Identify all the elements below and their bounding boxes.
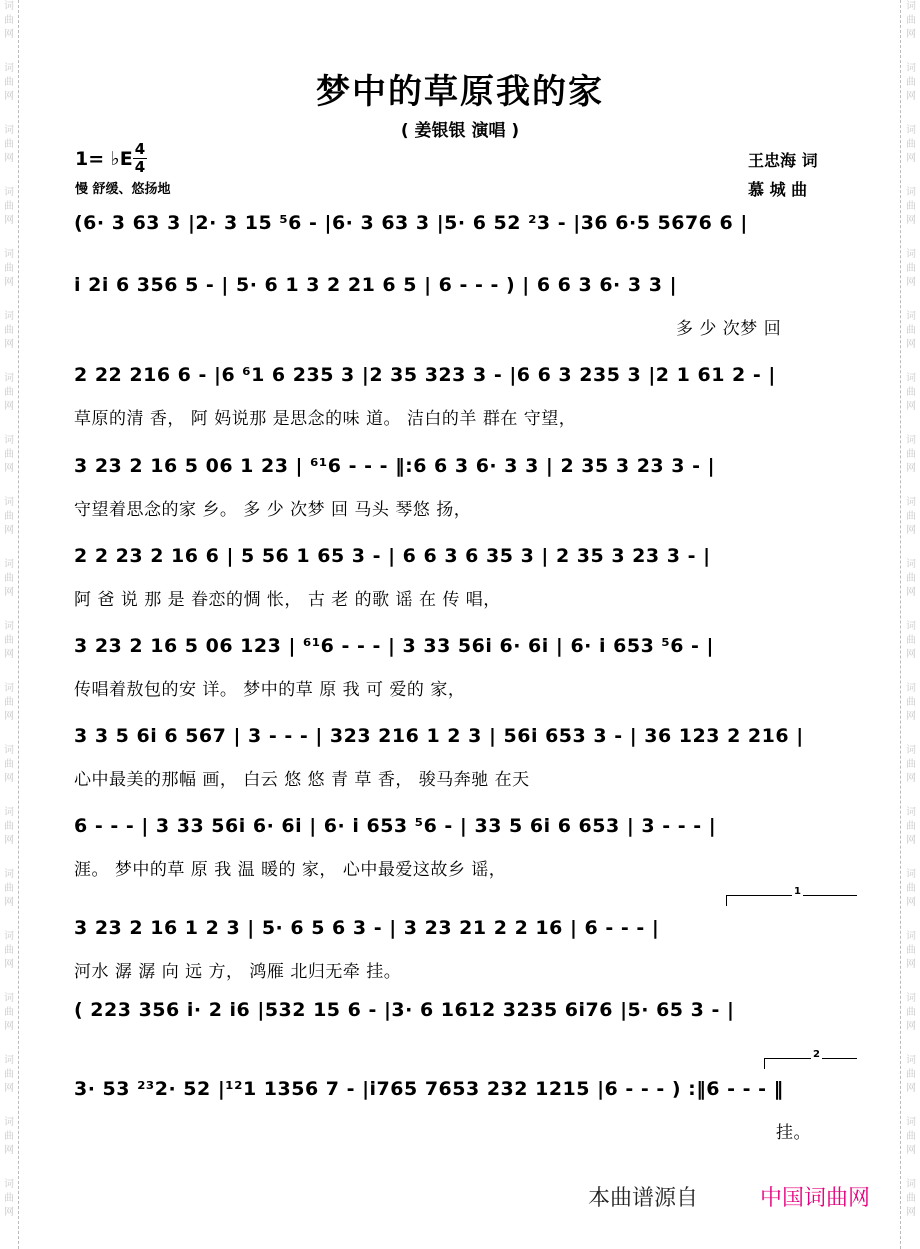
- watermark-char: 曲: [906, 945, 916, 956]
- watermark-gap: [1, 1034, 17, 1054]
- watermark-char: 网: [906, 153, 916, 164]
- watermark-char: 网: [906, 587, 916, 598]
- watermark-char: 词: [906, 435, 916, 446]
- watermark-char: 网: [906, 835, 916, 846]
- watermark-char: 曲: [4, 883, 14, 894]
- watermark-char: 网: [4, 339, 14, 350]
- lyric-row-6: 传唱着敖包的安 详。 梦中的草 原 我 可 爱的 家，: [74, 680, 466, 700]
- watermark-char: 网: [906, 339, 916, 350]
- watermark-char: 词: [4, 249, 14, 260]
- watermark-gap: [903, 352, 919, 372]
- watermark-char: 网: [4, 1207, 14, 1218]
- volta-label-2: 2: [813, 1049, 820, 1060]
- time-signature: [133, 142, 147, 175]
- watermark-char: 词: [906, 931, 916, 942]
- lyric-row-8: 涯。 梦中的草 原 我 温 暖的 家， 心中最爱这故乡 谣，: [74, 860, 507, 880]
- watermark-char: 曲: [4, 1007, 14, 1018]
- watermark-gap: [1, 1158, 17, 1178]
- watermark-char: 词: [906, 869, 916, 880]
- watermark-char: 词: [906, 1055, 916, 1066]
- watermark-char: 词: [4, 373, 14, 384]
- watermark-gap: [903, 662, 919, 682]
- lyric-row-7: 心中最美的那幅 画， 白云 悠 悠 青 草 香， 骏马奔驰 在天: [74, 770, 530, 790]
- watermark-char: 词: [4, 993, 14, 1004]
- watermark-char: 曲: [4, 511, 14, 522]
- watermark-char: 曲: [4, 1193, 14, 1204]
- watermark-char: 词: [906, 807, 916, 818]
- watermark-char: 曲: [906, 263, 916, 274]
- notation-row-11: 3· 53 ²³2· 52 |¹²1 1356 7 - |i765 7653 232 1215 |6 - - - ) :‖6 - - - ‖: [74, 1078, 784, 1100]
- left-border: [18, 0, 19, 1249]
- watermark-char: 网: [906, 215, 916, 226]
- watermark-char: 曲: [4, 15, 14, 26]
- watermark-char: 曲: [4, 1131, 14, 1142]
- watermark-char: 词: [4, 807, 14, 818]
- watermark-gap: [1, 42, 17, 62]
- watermark-char: 词: [4, 1, 14, 12]
- watermark-char: 网: [4, 1021, 14, 1032]
- watermark-char: 曲: [906, 759, 916, 770]
- watermark-gap: [903, 476, 919, 496]
- watermark-gap: [903, 1034, 919, 1054]
- watermark-char: 曲: [906, 449, 916, 460]
- watermark-char: 词: [4, 1117, 14, 1128]
- watermark-char: 词: [906, 1179, 916, 1190]
- watermark-char: 网: [906, 277, 916, 288]
- watermark-char: 网: [906, 29, 916, 40]
- watermark-gap: [903, 538, 919, 558]
- watermark-gap: [903, 1220, 919, 1240]
- watermark-char: 曲: [4, 325, 14, 336]
- watermark-char: 网: [4, 897, 14, 908]
- notation-row-2: i 2i 6 356 5 - | 5· 6 1 3 2 21 6 5 | 6 - - - ) | 6 6 3 6· 3 3 |: [74, 274, 678, 296]
- watermark-char: 曲: [4, 449, 14, 460]
- watermark-left: [1, 0, 17, 1240]
- watermark-char: 曲: [4, 387, 14, 398]
- watermark-char: 词: [906, 559, 916, 570]
- footer-source: 本曲谱源自: [588, 1186, 699, 1211]
- watermark-gap: [1, 1096, 17, 1116]
- volta-bracket-1: [726, 886, 857, 906]
- notation-row-1: (6· 3 63 3 |2· 3 15 ⁵6 - |6· 3 63 3 |5· 6 52 ²3 - |36 6·5 5676 6 |: [74, 212, 748, 234]
- volta-bracket-2: [764, 1049, 857, 1069]
- watermark-gap: [903, 414, 919, 434]
- watermark-char: 曲: [4, 759, 14, 770]
- watermark-right: [903, 0, 919, 1240]
- watermark-char: 词: [906, 373, 916, 384]
- composer: 慕 城 曲: [748, 180, 808, 199]
- watermark-char: 网: [906, 1207, 916, 1218]
- watermark-char: 网: [4, 215, 14, 226]
- watermark-char: 词: [4, 1179, 14, 1190]
- volta-label-1: 1: [794, 886, 801, 897]
- tempo-marking: 慢 舒缓、悠扬地: [75, 182, 171, 197]
- watermark-char: 曲: [4, 573, 14, 584]
- watermark-char: 词: [4, 497, 14, 508]
- watermark-char: 词: [4, 125, 14, 136]
- watermark-gap: [1, 600, 17, 620]
- watermark-char: 网: [4, 1145, 14, 1156]
- watermark-char: 网: [906, 525, 916, 536]
- watermark-char: 词: [4, 1055, 14, 1066]
- watermark-char: 词: [906, 1117, 916, 1128]
- watermark-char: 曲: [906, 511, 916, 522]
- watermark-char: 词: [4, 621, 14, 632]
- time-bottom: 4: [134, 158, 146, 176]
- notation-row-6: 3 23 2 16 5 06 123 | ⁶¹6 - - - | 3 33 56i 6· 6i | 6· i 653 ⁵6 - |: [74, 635, 714, 657]
- watermark-gap: [1, 972, 17, 992]
- watermark-char: 词: [906, 63, 916, 74]
- watermark-gap: [903, 228, 919, 248]
- footer-site-link[interactable]: 中国词曲网: [760, 1186, 871, 1211]
- watermark-char: 曲: [906, 821, 916, 832]
- credits: [748, 146, 818, 204]
- watermark-char: 词: [906, 993, 916, 1004]
- watermark-gap: [1, 1220, 17, 1240]
- watermark-char: 曲: [906, 15, 916, 26]
- watermark-char: 词: [4, 869, 14, 880]
- watermark-char: 曲: [906, 1131, 916, 1142]
- watermark-gap: [1, 538, 17, 558]
- watermark-char: 词: [906, 683, 916, 694]
- watermark-char: 曲: [906, 201, 916, 212]
- watermark-gap: [1, 848, 17, 868]
- watermark-char: 网: [4, 277, 14, 288]
- lyric-row-4: 守望着思念的家 乡。 多 少 次梦 回 马头 琴悠 扬，: [74, 500, 472, 520]
- watermark-char: 词: [4, 745, 14, 756]
- time-top: 4: [134, 140, 146, 158]
- watermark-char: 网: [4, 525, 14, 536]
- watermark-char: 曲: [4, 635, 14, 646]
- watermark-char: 词: [4, 435, 14, 446]
- watermark-char: 曲: [906, 883, 916, 894]
- watermark-char: 网: [906, 649, 916, 660]
- watermark-char: 词: [906, 311, 916, 322]
- watermark-char: 词: [4, 559, 14, 570]
- notation-row-7: 3 3 5 6i 6 567 | 3 - - - | 323 216 1 2 3 | 56i 653 3 - | 36 123 2 216 |: [74, 725, 804, 747]
- watermark-char: 曲: [906, 573, 916, 584]
- watermark-char: 曲: [906, 1069, 916, 1080]
- lyric-row-9: 河水 潺 潺 向 远 方， 鸿雁 北归无牵 挂。: [74, 962, 402, 982]
- key-signature: 1= ♭E: [75, 148, 133, 170]
- watermark-gap: [1, 476, 17, 496]
- watermark-char: 网: [4, 29, 14, 40]
- watermark-char: 词: [4, 311, 14, 322]
- notation-row-3: 2 22 216 6 - |6 ⁶1 6 235 3 |2 35 323 3 - |6 6 3 235 3 |2 1 61 2 - |: [74, 364, 776, 386]
- watermark-char: 网: [906, 711, 916, 722]
- watermark-char: 网: [4, 401, 14, 412]
- watermark-char: 曲: [4, 945, 14, 956]
- watermark-char: 网: [906, 897, 916, 908]
- singer-line: ( 姜银银 演唱 ): [400, 121, 520, 141]
- watermark-char: 曲: [906, 1193, 916, 1204]
- watermark-char: 网: [4, 773, 14, 784]
- watermark-char: 网: [4, 959, 14, 970]
- notation-row-5: 2 2 23 2 16 6 | 5 56 1 65 3 - | 6 6 3 6 35 3 | 2 35 3 23 3 - |: [74, 545, 711, 567]
- watermark-char: 曲: [4, 201, 14, 212]
- watermark-char: 网: [906, 959, 916, 970]
- notation-row-8: 6 - - - | 3 33 56i 6· 6i | 6· i 653 ⁵6 - | 33 5 6i 6 653 | 3 - - - |: [74, 815, 717, 837]
- watermark-char: 网: [4, 835, 14, 846]
- watermark-gap: [903, 42, 919, 62]
- watermark-char: 曲: [4, 77, 14, 88]
- watermark-gap: [1, 290, 17, 310]
- lyric-row-3: 草原的清 香， 阿 妈说那 是思念的味 道。 洁白的羊 群在 守望，: [74, 409, 577, 429]
- watermark-gap: [1, 662, 17, 682]
- watermark-gap: [1, 228, 17, 248]
- watermark-char: 曲: [906, 697, 916, 708]
- watermark-char: 曲: [906, 635, 916, 646]
- notation-row-10: ( 223 356 i· 2 i6 |532 15 6 - |3· 6 1612 3235 6i76 |5· 65 3 - |: [74, 999, 735, 1021]
- watermark-char: 网: [4, 91, 14, 102]
- watermark-gap: [903, 972, 919, 992]
- watermark-char: 词: [906, 1, 916, 12]
- watermark-char: 网: [906, 463, 916, 474]
- watermark-char: 曲: [906, 1007, 916, 1018]
- watermark-gap: [903, 290, 919, 310]
- watermark-gap: [903, 1158, 919, 1178]
- watermark-char: 网: [906, 773, 916, 784]
- watermark-char: 曲: [906, 387, 916, 398]
- watermark-gap: [903, 724, 919, 744]
- watermark-gap: [1, 910, 17, 930]
- watermark-char: 词: [906, 745, 916, 756]
- watermark-gap: [903, 848, 919, 868]
- watermark-char: 网: [4, 463, 14, 474]
- watermark-char: 网: [906, 1083, 916, 1094]
- lyric-row-5: 阿 爸 说 那 是 眷恋的惆 怅， 古 老 的歌 谣 在 传 唱，: [74, 590, 501, 610]
- watermark-gap: [903, 1096, 919, 1116]
- watermark-char: 网: [906, 1021, 916, 1032]
- watermark-char: 网: [906, 401, 916, 412]
- watermark-char: 词: [906, 621, 916, 632]
- watermark-char: 网: [4, 153, 14, 164]
- right-border: [900, 0, 901, 1249]
- watermark-char: 网: [4, 711, 14, 722]
- watermark-char: 网: [4, 1083, 14, 1094]
- song-title: 梦中的草原我的家: [316, 72, 604, 112]
- watermark-char: 网: [906, 91, 916, 102]
- watermark-char: 曲: [4, 1069, 14, 1080]
- watermark-gap: [1, 414, 17, 434]
- watermark-char: 词: [906, 187, 916, 198]
- watermark-char: 曲: [4, 821, 14, 832]
- watermark-char: 曲: [4, 263, 14, 274]
- lyricist: 王忠海 词: [748, 151, 818, 170]
- watermark-gap: [903, 600, 919, 620]
- watermark-char: 词: [906, 125, 916, 136]
- watermark-char: 词: [4, 63, 14, 74]
- watermark-char: 词: [906, 249, 916, 260]
- watermark-gap: [1, 724, 17, 744]
- watermark-char: 词: [4, 931, 14, 942]
- watermark-gap: [1, 352, 17, 372]
- watermark-char: 网: [4, 587, 14, 598]
- watermark-gap: [1, 786, 17, 806]
- watermark-char: 词: [4, 187, 14, 198]
- watermark-gap: [903, 910, 919, 930]
- watermark-gap: [903, 786, 919, 806]
- watermark-char: 词: [906, 497, 916, 508]
- notation-row-9: 3 23 2 16 1 2 3 | 5· 6 5 6 3 - | 3 23 21 2 2 16 | 6 - - - |: [74, 917, 660, 939]
- watermark-char: 词: [4, 683, 14, 694]
- watermark-char: 网: [906, 1145, 916, 1156]
- watermark-char: 曲: [4, 139, 14, 150]
- watermark-gap: [1, 166, 17, 186]
- watermark-char: 曲: [4, 697, 14, 708]
- watermark-gap: [903, 166, 919, 186]
- watermark-char: 网: [4, 649, 14, 660]
- lyric-row-11: 挂。: [776, 1123, 811, 1143]
- lyric-row-2: 多 少 次梦 回: [676, 319, 782, 339]
- watermark-char: 曲: [906, 325, 916, 336]
- watermark-char: 曲: [906, 139, 916, 150]
- notation-row-4: 3 23 2 16 5 06 1 23 | ⁶¹6 - - - ‖:6 6 3 6· 3 3 | 2 35 3 23 3 - |: [74, 455, 716, 477]
- watermark-char: 曲: [906, 77, 916, 88]
